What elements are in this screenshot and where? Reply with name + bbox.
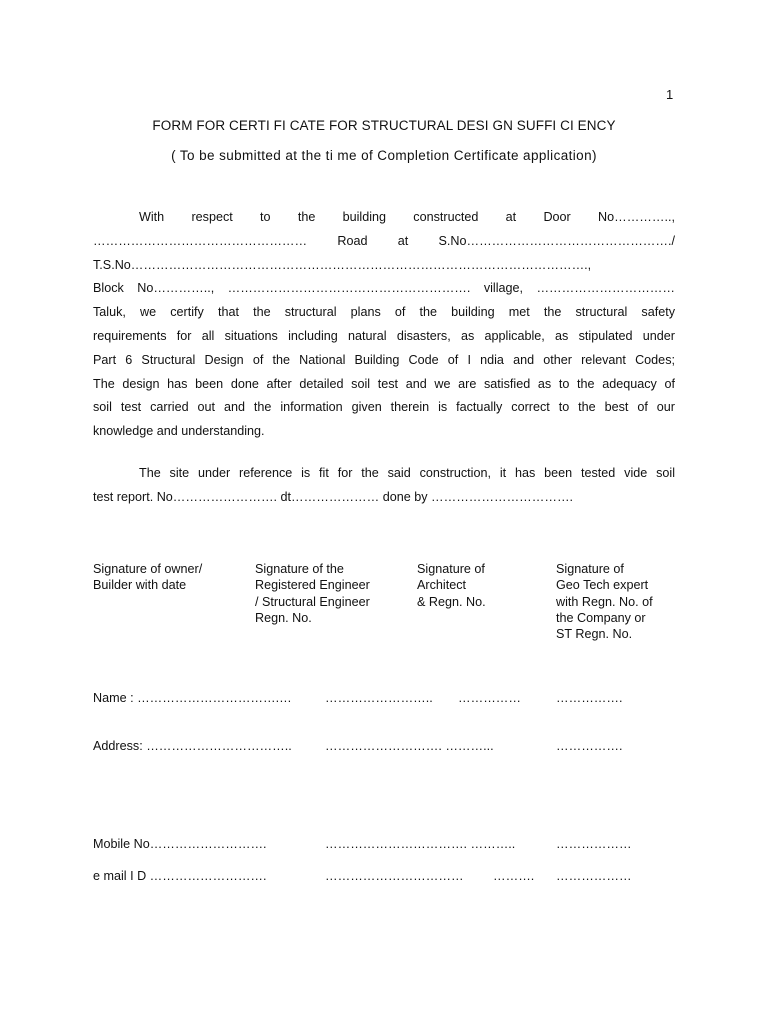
- address-label: Address: ……………………………..: [93, 739, 292, 753]
- signature-header-line: Signature of: [556, 562, 624, 576]
- page-number: 1: [666, 87, 674, 102]
- signature-header-line: Registered Engineer: [255, 578, 370, 593]
- signature-owner-header: [93, 561, 202, 594]
- email-blank-engineer: ……………………………: [325, 869, 464, 883]
- email-label: e mail I D ……………………….: [93, 869, 267, 883]
- name-label: Name : …………………………….…: [93, 691, 292, 705]
- address-field-row: [93, 739, 693, 757]
- email-blank-architect: ……….: [493, 869, 535, 883]
- mobile-label: Mobile No……………………….: [93, 837, 267, 851]
- signature-header-line: & Regn. No.: [417, 594, 486, 609]
- signature-header-line: Builder with date: [93, 578, 187, 593]
- paragraph-line: requirements for all situations including natural disasters, as applicable, as stipulated under: [93, 328, 675, 343]
- email-field-row: [93, 869, 693, 887]
- paragraph-line: With respect to the building constructed at Door No…………..,: [139, 210, 675, 224]
- form-title: FORM FOR CERTI FI CATE FOR STRUCTURAL DESI GN SUFFI CI ENCY: [152, 118, 616, 133]
- signature-header-line: Geo Tech expert: [556, 578, 649, 593]
- form-subtitle: ( To be submitted at the ti me of Completion Certificate application): [171, 148, 597, 163]
- signature-header-line: with Regn. No. of: [556, 594, 653, 609]
- paragraph-line: Block No………….., …………………………………………………. village, ……………………………: [93, 281, 675, 296]
- signature-geotech-header: [556, 561, 653, 642]
- name-field-row: [93, 691, 693, 709]
- paragraph-line: test report. No……………………. dt………………… done by …………………………….: [93, 489, 574, 504]
- name-blank-engineer: ……………………..: [325, 691, 433, 705]
- signature-header-line: Regn. No.: [255, 610, 312, 625]
- signature-header-line: Signature of owner/: [93, 562, 203, 576]
- paragraph-line: soil test carried out and the information given therein is factually correct to the best of our: [93, 400, 675, 415]
- paragraph-line: Part 6 Structural Design of the National Building Code of I ndia and other relevant Codes;: [93, 352, 675, 367]
- signature-architect-header: [417, 561, 486, 610]
- signature-header-line: the Company or: [556, 610, 646, 625]
- signature-header-line: ST Regn. No.: [556, 627, 633, 642]
- signature-header-line: / Structural Engineer: [255, 594, 370, 609]
- address-blank-engineer: ………………………. ………...: [325, 739, 494, 753]
- signature-header-line: Architect: [417, 578, 466, 593]
- email-blank-geotech: ………………: [556, 869, 632, 883]
- signature-engineer-header: [255, 561, 370, 626]
- paragraph-line: The design has been done after detailed soil test and we are satisfied as to the adequacy of: [93, 376, 675, 391]
- site-paragraph: [93, 462, 675, 510]
- name-blank-architect: ……………: [458, 691, 521, 705]
- paragraph-line: knowledge and understanding.: [93, 424, 265, 439]
- paragraph-line: …………………………………………… Road at S.No…………………………………………./: [93, 233, 675, 248]
- signature-header-line: Signature of: [417, 562, 485, 576]
- address-blank-geotech: …………….: [556, 739, 623, 753]
- name-blank-geotech: …………….: [556, 691, 623, 705]
- paragraph-line: The site under reference is fit for the said construction, it has been tested vide soil: [139, 466, 675, 480]
- certification-paragraph: [93, 206, 675, 444]
- mobile-blank-geotech: ………………: [556, 837, 632, 851]
- signature-header-line: Signature of the: [255, 562, 344, 576]
- mobile-field-row: [93, 837, 693, 855]
- paragraph-line: Taluk, we certify that the structural plans of the building met the structural safety: [93, 305, 675, 320]
- mobile-blank-engineer: ……………………………. ………..: [325, 837, 516, 851]
- paragraph-line: T.S.No……………………………………………………………………………………………….,: [93, 257, 592, 272]
